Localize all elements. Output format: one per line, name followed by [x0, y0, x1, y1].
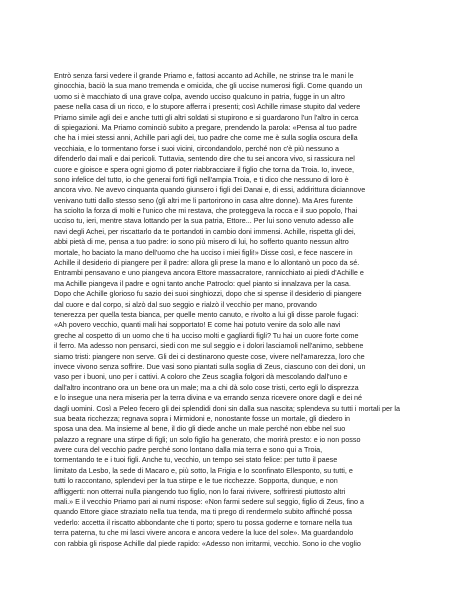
text-line: ha sciolto la forza di molti e l'unico che mi restava, che proteggeva la rocca e il suo popolo, l'hai [54, 206, 358, 216]
text-line: affliggerti: non otterrai nulla piangendo tuo figlio, non lo farai rivivere, soffriresti piuttosto altri [54, 486, 346, 496]
text-line: vederlo: accetta il riscatto abbondante che ti porto; spero tu possa goderne e tornare nella tua [54, 517, 353, 527]
text-line: mali.» E il vecchio Priamo pari ai numi rispose: «Non farmi sedere sul seggio, figlio di Zeus, fino a [54, 497, 364, 507]
text-line: sposa una dea. Ma insieme al bene, il dio gli diede anche un male perché non ebbe nel suo [54, 424, 346, 434]
text-line: ancora vivo. Ne avevo cinquanta quando giunsero i figli dei Danai e, di essi, addirittura diciannove [54, 185, 366, 195]
text-line: abbi pietà di me, pensa a tuo padre: io sono più misero di lui, ho sofferto quanto nessun altro [54, 237, 349, 247]
text-line: limitato da Lesbo, la sede di Macaro e, più sotto, la Frigia e lo sconfinato Ellesponto, su tutti, e [54, 465, 353, 475]
text-line: siamo tristi: piangere non serve. Gli dei ci destinarono queste cose, vivere nell'amarezza, loro che [54, 351, 365, 361]
text-line: ginocchia, baciò la sua mano tremenda e omicida, che gli uccise numerosi figli. Come quando un [54, 81, 363, 91]
text-line: greche al cospetto di un uomo che ti ha ucciso molti e gagliardi figli? Tu hai un cuore forte come [54, 330, 359, 340]
text-line: paese nella casa di un ricco, e lo stupore afferra i presenti; così Achille rimase stupito dal vedere [54, 102, 361, 112]
text-line: Entrambi pensavano e uno piangeva ancora Ettore massacratore, rannicchiato ai piedi d'Achille e [54, 268, 364, 278]
text-line: che ha i miei stessi anni, Achille pari agli dei, tuo padre che come me è sulla soglia oscura della [54, 133, 358, 143]
text-line: ucciso tu, ieri, mentre stava lottando per la sua patria, Ettore... Per lui sono venuto adesso alle [54, 216, 354, 226]
text-line: «Ah povero vecchio, quanti mali hai sopportato! E come hai potuto venire da solo alle navi [54, 320, 341, 330]
text-line: con rabbia gli rispose Achille dal piede rapido: «Adesso non irritarmi, vecchio. Sono io che voglio [54, 538, 361, 548]
text-line: cuore e gioisce e spera ogni giorno di poter riabbracciare il figlio che torna da Troia. Io, invece, [54, 164, 355, 174]
text-line: sua beata ricchezza; regnava sopra i Mirmidoni e, nonostante fosse un mortale, gli diedero in [54, 413, 351, 423]
text-line: difenderlo dai mali e dai pericoli. Tuttavia, sentendo dire che tu sei ancora vivo, si rassicura nel [54, 154, 355, 164]
text-line: e lo insegue una nera miseria per la terra divina e va errando senza ricevere onore dagli e dei né [54, 393, 363, 403]
text-line: Priamo simile agli dei e anche tutti gli altri soldati si stupirono e si guardarono l'un l'altro in cerca [54, 112, 359, 122]
text-line: di spiegazioni. Ma Priamo cominciò subito a pregare, prendendo la parola: «Pensa al tuo padre [54, 122, 357, 132]
text-line: dagli uomini. Così a Peleo fecero gli dei splendidi doni sin dalla sua nascita; splendeva su tutti i mortali per la [54, 403, 400, 413]
text-line: tormentando te e i tuoi figli. Anche tu, vecchio, un tempo sei stato felice: per tutto il paese [54, 455, 338, 465]
text-line: mortale, ho baciato la mano dell'uomo che ha ucciso i miei figli!» Disse così, e fece nascere in [54, 247, 353, 257]
text-line: invece vivono senza soffrire. Due vasi sono piantati sulla soglia di Zeus, ciascuno con dei doni, un [54, 361, 366, 371]
text-line: tenerezza per quella testa bianca, per quelle mento canuto, e rivolto a lui gli disse parole fugaci: [54, 309, 359, 319]
text-line: vecchiaia, e lo tormentano forse i suoi vicini, circondandolo, perché non c'è più nessuno a [54, 143, 340, 153]
text-line: palazzo a regnare una stirpe di figli; un solo figlio ha generato, che morirà presto: e io non posso [54, 434, 361, 444]
text-line: venivano tutti dallo stesso seno (gli altri me li partorirono in casa altre donne). Ma Ares furente [54, 195, 353, 205]
text-line: terra paterna, tu che mi lasci vivere ancora e ancora vedere la luce del sole». Ma guardandolo [54, 528, 354, 538]
text-line: dal cuore e dal corpo, si alzò dal suo seggio e rialzò il vecchio per mano, provando [54, 299, 317, 309]
text-line: uomo si è macchiato di una grave colpa, avendo ucciso qualcuno in patria, fugge in un altro [54, 91, 345, 101]
text-line: quando Ettore giace straziato nella tua tenda, ma ti prego di rendermelo subito affinché possa [54, 507, 352, 517]
text-line: dall'altro incontrano ora un bene ora un male; ma a chi dà solo cose tristi, certo egli lo disprezza [54, 382, 359, 392]
text-line: ma Achille piangeva il padre e ogni tanto anche Patroclo: quel pianto si innalzava per la casa. [54, 278, 351, 288]
text-line: Entrò senza farsi vedere il grande Priamo e, fattosi accanto ad Achille, ne strinse tra le mani le [54, 71, 354, 80]
text-line: Achille il desiderio di piangere per il padre: allora gli prese la mano e lo allontanò un poco da sé. [54, 258, 360, 268]
body-text [54, 71, 426, 549]
text-line: sono infelice del tutto, io che generai forti figli nell'ampia Troia, e ti dico che nessuno di loro è [54, 174, 349, 184]
text-line: vaso per i buoni, uno per i cattivi. A coloro che Zeus scaglia folgori dà mescolando dall'uno e [54, 372, 348, 382]
text-line: il ferro. Ma adesso non pensarci, siedi con me sul seggio e i dolori lasciamoli nell'animo, sebbene [54, 341, 364, 351]
text-line: tutti lo raccontano, splendevi per la tua stirpe e le tue ricchezze. Sopporta, dunque, e non [54, 476, 338, 486]
text-line: avere cura del vecchio padre perché sono lontano dalla mia terra e sono qui a Troia, [54, 445, 323, 455]
text-line: navi degli Achei, per riscattarlo da te portandoti in cambio doni immensi. Achille, rispetta gli dei, [54, 226, 356, 236]
text-line: Dopo che Achille glorioso fu sazio dei suoi singhiozzi, dopo che si spense il desiderio di piangere [54, 289, 362, 299]
